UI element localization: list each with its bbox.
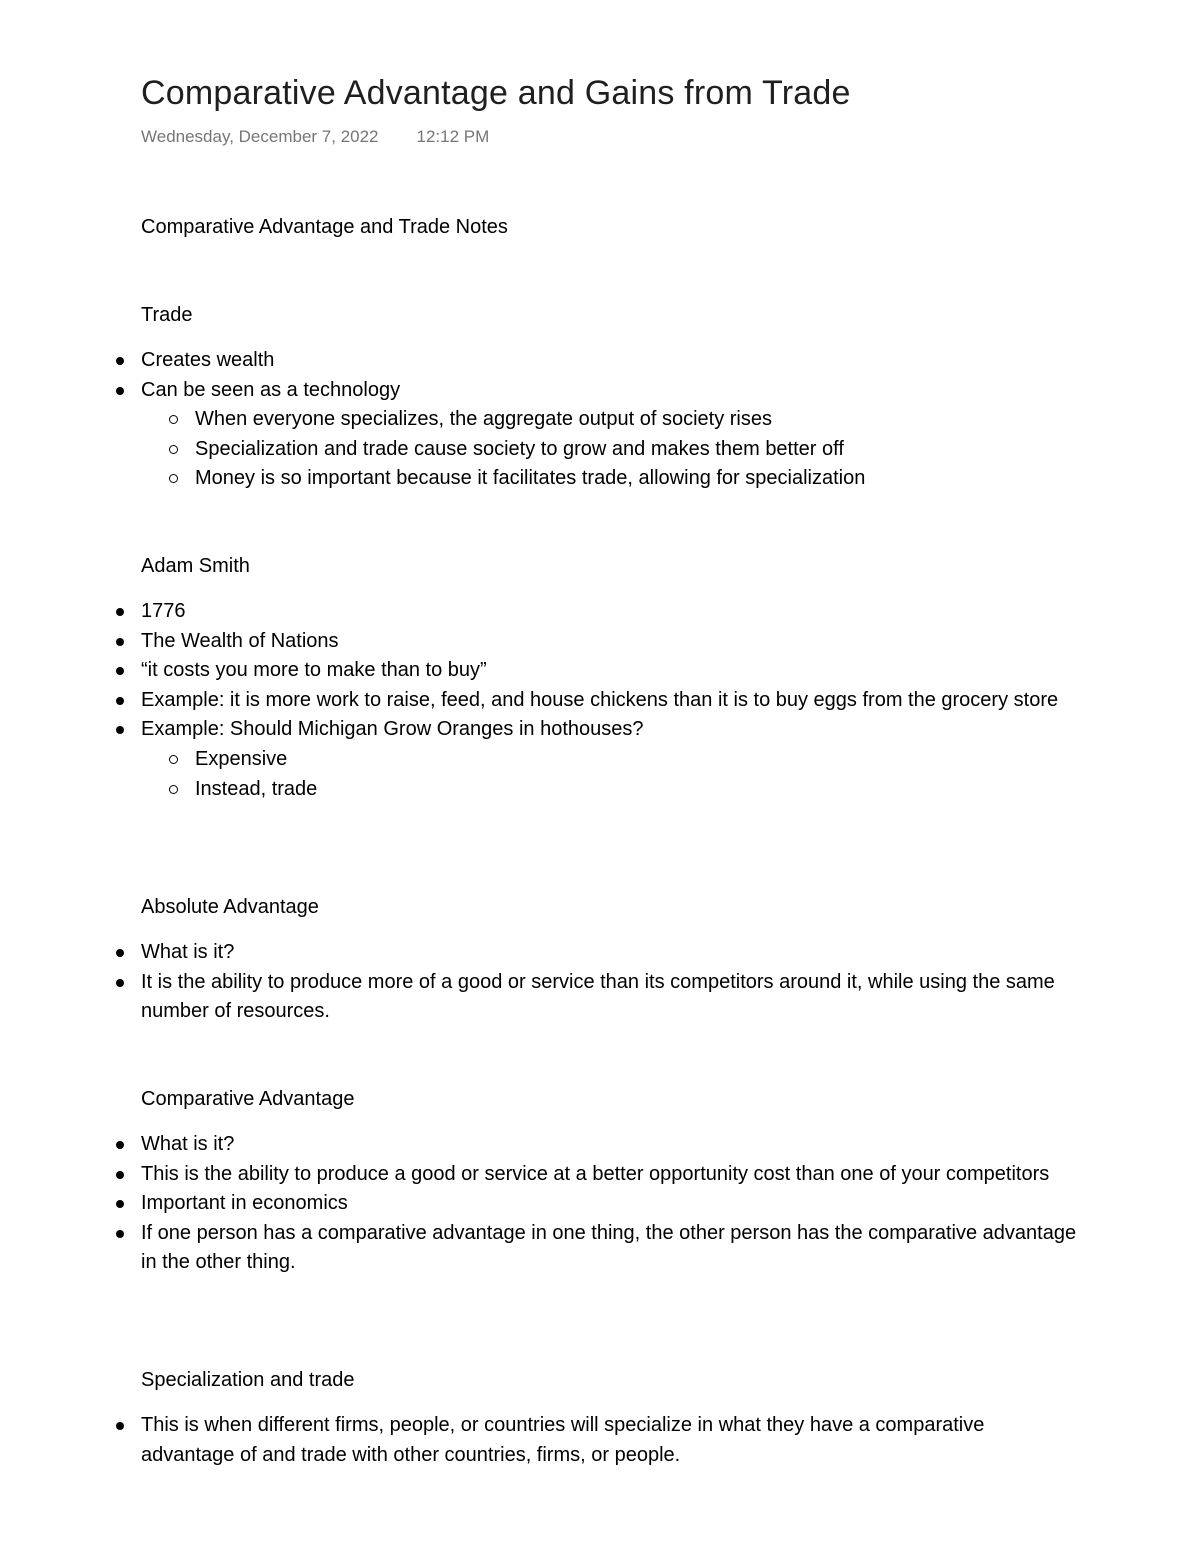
bullet-icon [116,726,124,734]
list-item-text: Creates wealth [141,349,275,371]
list-item-text: “it costs you more to make than to buy” [141,659,487,682]
sub-list-item [195,464,1081,494]
notes-subtitle: Comparative Advantage and Trade Notes [141,216,508,238]
list-item [141,346,1081,376]
list-item [141,938,1081,968]
note-time: 12:12 PM [416,127,490,146]
page-title: Comparative Advantage and Gains from Trade [141,74,851,112]
list-item [141,656,1081,686]
sub-list-item [195,405,1081,435]
note-date: Wednesday, December 7, 2022 [141,127,379,146]
hollow-bullet-icon [169,445,178,454]
sub-list [141,405,1081,494]
section-heading-adam-smith: Adam Smith [141,555,250,577]
list-item-text: Can be seen as a technology [141,378,401,401]
list-item-text: This is the ability to produce a good or service at a better opportunity cost than one of your competitors [141,1162,1050,1185]
list-item-text: This is when different firms, people, or countries will specialize in what they have a comparative advantage of and trade with other countries, firms, or people. [141,1414,985,1466]
bullet-icon [116,979,124,987]
list-item [141,1160,1081,1190]
list-item-text: Important in economics [141,1192,348,1215]
list-item [141,715,1081,804]
section-list-adam-smith [141,597,1081,804]
list-item [141,1130,1081,1160]
bullet-icon [116,1200,124,1208]
section-heading-trade: Trade [141,304,193,326]
bullet-icon [116,697,124,705]
hollow-bullet-icon [169,785,178,794]
section-list-specialization-and-trade [141,1411,1081,1470]
sub-list-item-text: Instead, trade [195,777,318,800]
list-item-text: If one person has a comparative advantage in one thing, the other person has the comparative advantage in the other thing. [141,1221,1077,1274]
bullet-icon [116,1230,124,1238]
list-item [141,968,1081,1027]
bullet-icon [116,1171,124,1179]
section-list-trade [141,346,1081,494]
section-heading-comparative-advantage: Comparative Advantage [141,1088,355,1110]
note-timestamp [141,127,489,147]
list-item [141,627,1081,657]
bullet-icon [116,1141,124,1149]
bullet-icon [116,357,124,365]
list-item [141,1411,1081,1470]
section-list-comparative-advantage [141,1130,1081,1278]
bullet-icon [116,638,124,646]
list-item-text: What is it? [141,941,235,963]
sub-list-item-text: Money is so important because it facilitates trade, allowing for specialization [195,467,866,490]
list-item [141,1219,1081,1278]
list-item [141,1189,1081,1219]
hollow-bullet-icon [169,474,178,483]
bullet-icon [116,387,124,395]
list-item-text: The Wealth of Nations [141,629,339,652]
sub-list-item [195,775,1081,805]
list-item [141,686,1081,716]
list-item-text: It is the ability to produce more of a good or service than its competitors around it, while using the same number of resources. [141,970,1055,1023]
sub-list [141,745,1081,804]
list-item-text: Example: Should Michigan Grow Oranges in hothouses? [141,718,644,741]
list-item [141,597,1081,627]
sub-list-item [195,745,1081,775]
sub-list-item-text: Expensive [195,747,288,770]
bullet-icon [116,1422,124,1430]
list-item-text: Example: it is more work to raise, feed, and house chickens than it is to buy eggs from the grocery store [141,688,1059,711]
list-item-text: What is it? [141,1133,235,1155]
bullet-icon [116,608,124,616]
bullet-icon [116,667,124,675]
sub-list-item-text: When everyone specializes, the aggregate output of society rises [195,408,772,431]
section-list-absolute-advantage [141,938,1081,1027]
list-item [141,376,1081,494]
section-heading-specialization-and-trade: Specialization and trade [141,1369,355,1391]
sub-list-item-text: Specialization and trade cause society to grow and makes them better off [195,437,844,460]
hollow-bullet-icon [169,415,178,424]
section-heading-absolute-advantage: Absolute Advantage [141,896,319,918]
bullet-icon [116,949,124,957]
hollow-bullet-icon [169,755,178,764]
list-item-text: 1776 [141,600,186,622]
sub-list-item [195,435,1081,465]
